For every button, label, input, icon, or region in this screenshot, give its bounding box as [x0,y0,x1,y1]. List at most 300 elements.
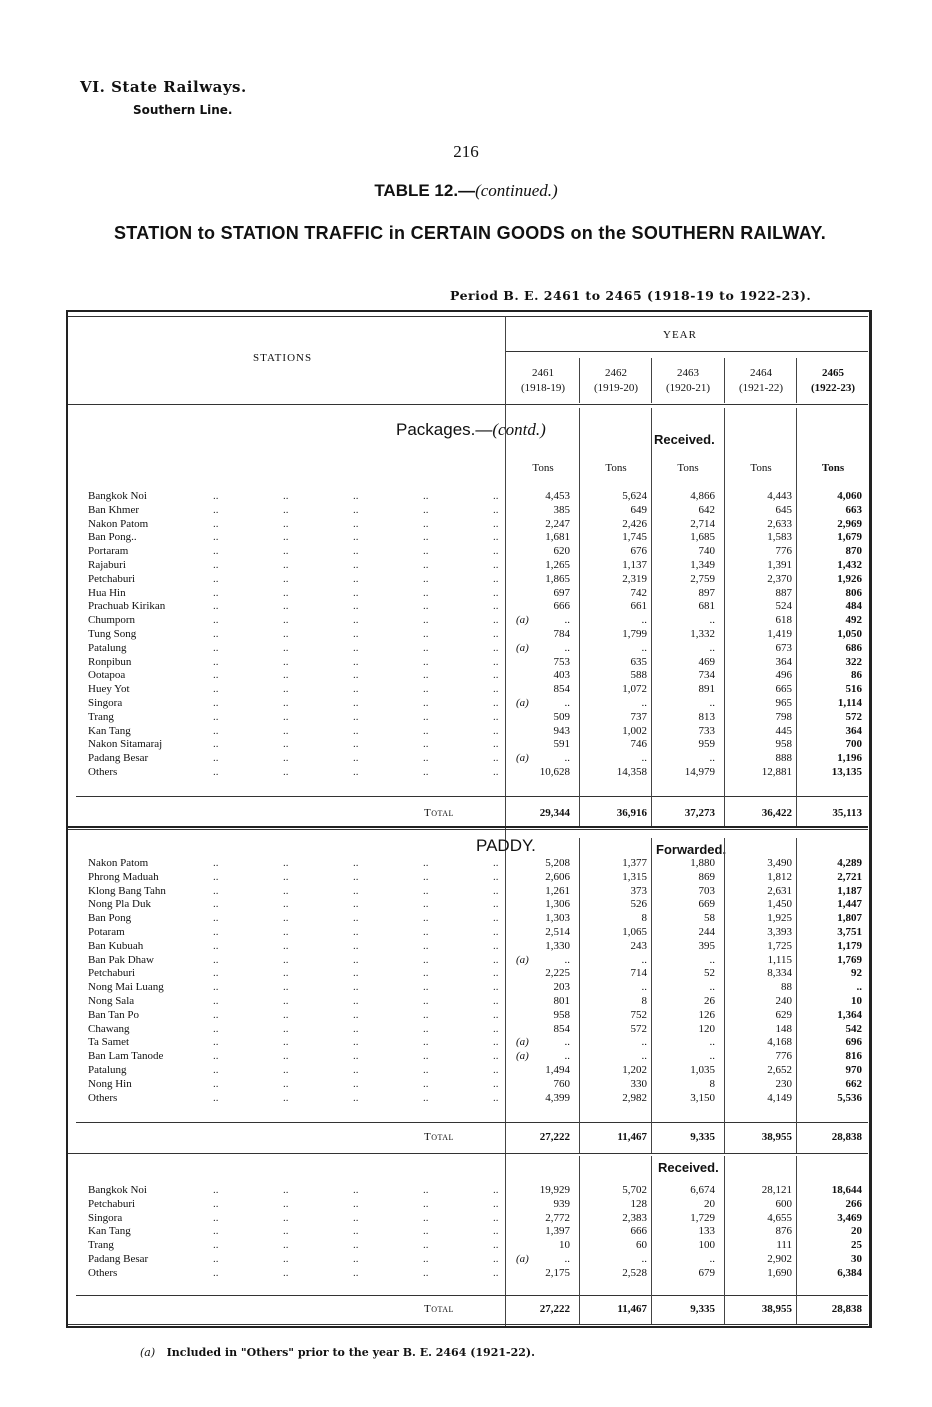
leader-dots: .. .. .. .. .. [213,1211,499,1224]
year-value: 2464 [750,367,772,379]
station-name: Ban Lam Tanode [88,1050,164,1063]
cell-value: .. [641,1036,647,1049]
cell-value: 1,679 [837,531,862,544]
cell-value: 2,969 [837,517,862,530]
cell-value: 128 [630,1197,647,1210]
footnote-mark: (a) [140,1346,156,1359]
cell-value: 120 [698,1022,715,1035]
leader-dots: .. .. .. .. .. [213,697,499,709]
cell-value: 760 [553,1077,570,1090]
cell-value: 4,866 [690,490,715,502]
table-row [0,711,932,725]
cell-value: 1,812 [767,870,792,883]
footnote-ref: (a) [516,697,529,709]
cell-value: 10 [559,1239,570,1252]
cell-value: 1,681 [545,531,570,544]
station-name: Padang Besar [88,1253,149,1265]
cell-value: 813 [698,710,715,723]
cell-value: 5,536 [837,1091,862,1104]
footnote-ref: (a) [516,1253,529,1265]
table-row [0,981,932,995]
rule-total-below [68,826,868,828]
rule-year [505,351,868,352]
station-name: Others [88,1091,118,1104]
cell-value: .. [709,981,715,994]
section-subtitle: Received. [658,1160,719,1175]
column-rule [651,408,652,826]
cell-value: 752 [630,1008,647,1021]
total-value: 28,838 [831,1131,862,1143]
leader-dots: .. .. .. .. .. [213,1239,499,1252]
cell-value: .. [641,953,647,966]
leader-dots: .. .. .. .. .. [213,490,499,502]
cell-value: 629 [775,1008,792,1021]
leader-dots: .. .. .. .. .. [213,1022,499,1035]
cell-value: 3,751 [837,926,862,938]
table-row [0,898,932,912]
cell-value: 1,685 [690,531,715,544]
station-name: Ban Pong.. [88,531,137,544]
cell-value: .. [641,752,647,765]
section-heading: VI. State Railways. [80,78,247,96]
table-label-main: TABLE 12.— [374,181,476,200]
station-name: Ootapoa [88,669,126,682]
station-name: Nakon Patom [88,857,149,869]
year-span: (1919-20) [594,382,638,394]
cell-value: 1,926 [837,572,862,585]
station-name: Others [88,1266,118,1279]
cell-value: 959 [698,738,715,751]
cell-value: 1,261 [545,884,570,897]
cell-value: 58 [704,912,715,925]
cell-value: 243 [630,939,647,952]
cell-value: 1,880 [690,857,715,869]
cell-value: 2,652 [767,1064,792,1076]
year-column-4 [728,366,794,396]
cell-value: 20 [851,1225,862,1238]
cell-value: 943 [553,724,570,737]
cell-value: 666 [630,1225,647,1238]
section-subtitle: Forwarded. [656,842,727,857]
cell-value: 2,631 [767,884,792,897]
cell-value: 776 [775,545,792,558]
section-title [396,420,546,440]
cell-value: 4,443 [767,490,792,502]
table-row [0,940,932,954]
cell-value: .. [641,641,647,654]
cell-value: 970 [845,1064,862,1076]
footnote-ref: (a) [516,752,529,765]
cell-value: 14,979 [684,766,715,778]
cell-value: 469 [698,655,715,668]
station-name: Padang Besar [88,752,149,765]
leader-dots: .. .. .. .. .. [213,857,499,869]
cell-value: 542 [845,1022,862,1035]
table-row [0,967,932,981]
section-title [476,836,536,856]
cell-value: 8,334 [767,967,792,980]
cell-value: 8 [641,995,647,1007]
cell-value: 60 [636,1239,647,1252]
leader-dots: .. .. .. .. .. [213,766,499,778]
stations-header: STATIONS [253,352,313,364]
year-value: 2462 [605,367,627,379]
cell-value: 1,391 [767,559,792,571]
table-row [0,1078,932,1092]
station-name: Bangkok Noi [88,1184,147,1196]
cell-value: 1,315 [622,870,647,883]
unit-label: Tons [605,462,627,474]
total-value: 36,422 [761,807,792,819]
table-row [0,738,932,752]
rule-top-inner [68,316,868,317]
leader-dots: .. .. .. .. .. [213,600,499,613]
table-row [0,669,932,683]
cell-value: 888 [775,752,792,765]
table-row [0,697,932,711]
cell-value: 891 [698,683,715,696]
unit-label: Tons [750,462,772,474]
cell-value: 403 [553,669,570,682]
rule-col-1 [579,358,580,403]
column-rule [724,408,725,826]
table-row [0,1267,932,1281]
table-row [0,1198,932,1212]
station-name: Prachuab Kirikan [88,600,166,613]
cell-value: 496 [775,669,792,682]
leader-dots: .. .. .. .. .. [213,545,499,558]
leader-dots: .. .. .. .. .. [213,953,499,966]
station-name: Ban Pong [88,912,132,925]
cell-value: 18,644 [831,1184,862,1196]
cell-value: 5,208 [545,857,570,869]
cell-value: .. [564,752,570,765]
page-number: 216 [453,142,479,161]
total-value: 11,467 [617,1303,647,1315]
cell-value: 1,349 [690,559,715,571]
cell-value: 572 [845,710,862,723]
station-name: Klong Bang Tahn [88,884,166,897]
station-name: Petchaburi [88,1197,136,1210]
cell-value: 244 [698,926,715,938]
column-rule [579,838,580,1153]
cell-value: 697 [553,586,570,599]
table-row [0,954,932,968]
cell-value: 1,035 [690,1064,715,1076]
cell-value: 2,370 [767,572,792,585]
cell-value: 2,772 [545,1211,570,1224]
leader-dots: .. .. .. .. .. [213,531,499,544]
leader-dots: .. .. .. .. .. [213,641,499,654]
cell-value: 92 [851,967,862,980]
rule-total-above [76,1295,868,1296]
cell-value: 801 [553,995,570,1007]
cell-value: 700 [845,738,862,751]
station-name: Ban Khmer [88,503,140,516]
cell-value: 618 [775,614,792,627]
station-name: Rajaburi [88,559,126,571]
cell-value: 1,799 [622,628,647,640]
table-row [0,995,932,1009]
cell-value: 572 [630,1022,647,1035]
total-value: 35,113 [832,807,862,819]
cell-value: 649 [630,503,647,516]
leader-dots: .. .. .. .. .. [213,870,499,883]
cell-value: 364 [845,724,862,737]
cell-value: 1,050 [837,628,862,640]
leader-dots: .. .. .. .. .. [213,1266,499,1279]
leader-dots: .. .. .. .. .. [213,898,499,911]
cell-value: 3,469 [837,1211,862,1224]
cell-value: 635 [630,655,647,668]
cell-value: 4,060 [837,490,862,502]
leader-dots: .. .. .. .. .. [213,559,499,571]
leader-dots: .. .. .. .. .. [213,995,499,1007]
table-row [0,1225,932,1239]
cell-value: 742 [630,586,647,599]
cell-value: .. [641,981,647,994]
cell-value: 240 [775,995,792,1007]
table-row [0,518,932,532]
cell-value: 714 [630,967,647,980]
cell-value: .. [709,614,715,627]
cell-value: 526 [630,898,647,911]
cell-value: 2,383 [622,1211,647,1224]
leader-dots: .. .. .. .. .. [213,517,499,530]
table-row [0,614,932,628]
total-value: 9,335 [690,1303,715,1315]
column-rule [724,1156,725,1324]
cell-value: .. [564,614,570,627]
total-value: 9,335 [690,1131,715,1143]
cell-value: .. [709,1036,715,1049]
rule-total-above [76,1122,868,1123]
rule-total-below [68,1153,868,1154]
station-name: Nakon Patom [88,517,149,530]
leader-dots: .. .. .. .. .. [213,614,499,627]
cell-value: 737 [630,710,647,723]
cell-value: 3,150 [690,1091,715,1104]
cell-value: 1,196 [837,752,862,765]
leader-dots: .. .. .. .. .. [213,1077,499,1090]
table-label-continued: (continued.) [475,181,558,200]
cell-value: 322 [845,655,862,668]
table-row [0,912,932,926]
cell-value: 1,303 [545,912,570,925]
footnote-text: Included in "Others" prior to the year B. E. 2464 (1921-22). [166,1346,535,1359]
section-title-continued: (contd.) [492,420,546,439]
table-row [0,1023,932,1037]
cell-value: 663 [845,503,862,516]
cell-value: 3,393 [767,926,792,938]
station-name: Potaram [88,926,125,938]
cell-value: 1,447 [837,898,862,911]
cell-value: 3,490 [767,857,792,869]
cell-value: 776 [775,1050,792,1063]
column-rule [796,408,797,826]
cell-value: 696 [845,1036,862,1049]
year-value: 2461 [532,367,554,379]
cell-value: 1,137 [622,559,647,571]
rule-header-bottom [68,404,868,405]
leader-dots: .. .. .. .. .. [213,710,499,723]
year-column-5 [800,366,866,396]
cell-value: .. [564,1050,570,1063]
cell-value: .. [709,1253,715,1265]
section-title-main: PADDY. [476,836,536,855]
cell-value: 679 [698,1266,715,1279]
station-name: Trang [88,710,114,723]
cell-value: 1,115 [767,953,792,966]
column-rule [651,1156,652,1324]
cell-value: 330 [630,1077,647,1090]
leader-dots: .. .. .. .. .. [213,1225,499,1238]
cell-value: 686 [845,641,862,654]
cell-value: .. [564,1253,570,1265]
cell-value: 10 [851,995,862,1007]
cell-value: 30 [851,1253,862,1265]
column-rule [579,1156,580,1324]
cell-value: .. [709,697,715,709]
leader-dots: .. .. .. .. .. [213,967,499,980]
unit-label: Tons [532,462,554,474]
cell-value: 2,606 [545,870,570,883]
leader-dots: .. .. .. .. .. [213,586,499,599]
station-name: Singora [88,697,123,709]
cell-value: 2,902 [767,1253,792,1265]
cell-value: .. [564,1036,570,1049]
cell-value: .. [856,981,862,994]
column-rule [724,838,725,1153]
leader-dots: .. .. .. .. .. [213,912,499,925]
table-row [0,587,932,601]
period-line: Period B. E. 2461 to 2465 (1918-19 to 1922-23). [450,288,812,303]
table-row [0,871,932,885]
cell-value: 524 [775,600,792,613]
station-name: Bangkok Noi [88,490,147,502]
station-name: Petchaburi [88,967,136,980]
cell-value: 445 [775,724,792,737]
station-name: Chawang [88,1022,130,1035]
leader-dots: .. .. .. .. .. [213,1064,499,1076]
cell-value: 854 [553,1022,570,1035]
cell-value: 1,450 [767,898,792,911]
cell-value: 897 [698,586,715,599]
cell-value: 740 [698,545,715,558]
total-value: 29,344 [539,807,570,819]
leader-dots: .. .. .. .. .. [213,939,499,952]
cell-value: .. [709,953,715,966]
cell-value: 2,982 [622,1091,647,1104]
column-rule [579,408,580,826]
cell-value: 673 [775,641,792,654]
main-title: STATION to STATION TRAFFIC in CERTAIN GOODS on the SOUTHERN RAILWAY. [113,223,827,243]
cell-value: 703 [698,884,715,897]
total-value: 27,222 [539,1303,570,1315]
station-name: Ban Kubuah [88,939,144,952]
station-name: Nakon Sitamaraj [88,738,163,751]
station-name: Patalung [88,641,127,654]
leader-dots: .. .. .. .. .. [213,503,499,516]
leader-dots: .. .. .. .. .. [213,1008,499,1021]
cell-value: 364 [775,655,792,668]
cell-value: 2,721 [837,870,862,883]
section-subtitle: Received. [654,432,715,447]
cell-value: 111 [776,1239,792,1252]
table-row [0,683,932,697]
cell-value: 133 [698,1225,715,1238]
cell-value: 1,769 [837,953,862,966]
table-row [0,926,932,940]
total-label: Total [424,1131,454,1143]
station-name: Trang [88,1239,114,1252]
total-value: 36,916 [616,807,647,819]
cell-value: .. [709,641,715,654]
station-name: Ta Samet [88,1036,130,1049]
cell-value: 1,419 [767,628,792,640]
table-row [0,559,932,573]
cell-value: 669 [698,898,715,911]
station-name: Ban Tan Po [88,1008,139,1021]
cell-value: 1,065 [622,926,647,938]
cell-value: 2,714 [690,517,715,530]
cell-value: 854 [553,683,570,696]
cell-value: 1,745 [622,531,647,544]
leader-dots: .. .. .. .. .. [213,655,499,668]
cell-value: 665 [775,683,792,696]
table-row [0,1036,932,1050]
cell-value: 4,453 [545,490,570,502]
cell-value: 1,072 [622,683,647,696]
cell-value: 4,655 [767,1211,792,1224]
cell-value: 86 [851,669,862,682]
cell-value: 661 [630,600,647,613]
cell-value: 733 [698,724,715,737]
cell-value: 662 [845,1077,862,1090]
table-label [0,181,932,201]
leader-dots: .. .. .. .. .. [213,752,499,765]
cell-value: .. [564,953,570,966]
cell-value: 746 [630,738,647,751]
cell-value: 4,149 [767,1091,792,1104]
cell-value: 52 [704,967,715,980]
leader-dots: .. .. .. .. .. [213,1091,499,1104]
cell-value: 4,168 [767,1036,792,1049]
table-row [0,490,932,504]
cell-value: 2,633 [767,517,792,530]
footnote-ref: (a) [516,953,529,966]
cell-value: 10,628 [539,766,570,778]
table-row [0,1184,932,1198]
cell-value: 1,807 [837,912,862,925]
station-name: Chumporn [88,614,136,627]
cell-value: .. [564,697,570,709]
footnote [140,1346,535,1359]
cell-value: 373 [630,884,647,897]
cell-value: 958 [775,738,792,751]
leader-dots: .. .. .. .. .. [213,1050,499,1063]
cell-value: .. [641,697,647,709]
year-header: YEAR [663,329,697,341]
leader-dots: .. .. .. .. .. [213,724,499,737]
total-value: 28,838 [831,1303,862,1315]
cell-value: 1,306 [545,898,570,911]
station-name: Huey Yot [88,683,130,696]
rule-col-3 [724,358,725,403]
cell-value: 509 [553,710,570,723]
total-value: 11,467 [617,1131,647,1143]
cell-value: 395 [698,939,715,952]
